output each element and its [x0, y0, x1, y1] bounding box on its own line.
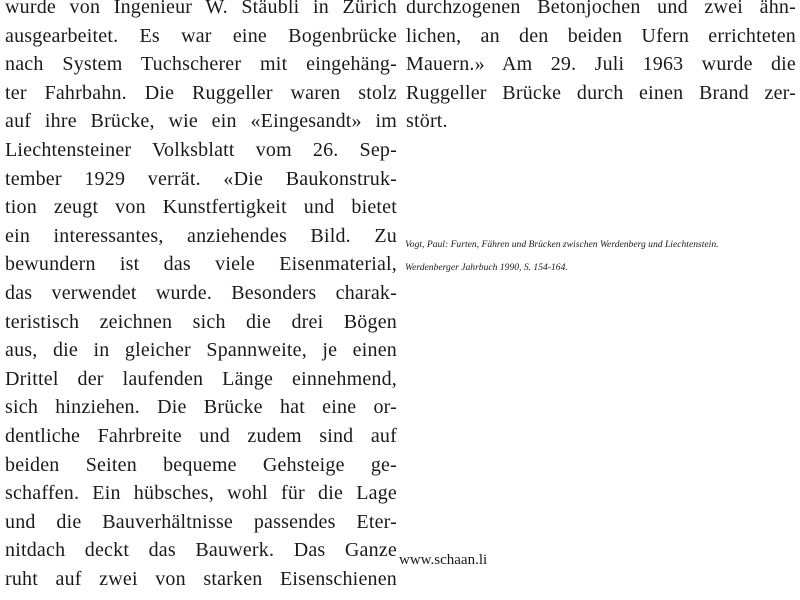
text-line: tion zeugt von Kunstfertigkeit und bietet: [5, 196, 397, 219]
text-line: ter Fahrbahn. Die Ruggeller waren stolz: [5, 81, 397, 104]
text-line: ein interessantes, anziehendes Bild. Zu: [5, 224, 397, 247]
text-line: stört.: [406, 110, 448, 133]
footnote-citation: [405, 233, 800, 279]
text-line: durchzogenen Betonjochen und zwei ähn-: [406, 0, 796, 18]
text-line: auf ihre Brücke, wie ein «Eingesandt» im: [5, 110, 397, 133]
text-line: beiden Seiten bequeme Gehsteige ge-: [5, 453, 397, 476]
text-line: bewundern ist das viele Eisenmaterial,: [5, 253, 397, 276]
text-line: wurde von Ingenieur W. Stäubli in Zürich: [5, 0, 397, 18]
text-line: und die Bauverhältnisse passendes Eter-: [5, 510, 397, 533]
source-watermark: www.schaan.li: [399, 552, 488, 568]
text-line: das verwendet wurde. Besonders charak-: [5, 281, 397, 304]
text-line: dentliche Fahrbreite und zudem sind auf: [5, 424, 397, 447]
right-text-column: [406, 0, 796, 136]
text-line: Ruggeller Brücke durch einen Brand zer-: [406, 81, 796, 104]
text-line: ruht auf zwei von starken Eisenschienen: [5, 567, 397, 590]
text-line: sich hinziehen. Die Brücke hat eine or-: [5, 396, 397, 419]
text-line: aus, die in gleicher Spannweite, je einen: [5, 339, 397, 362]
text-line: nitdach deckt das Bauwerk. Das Ganze: [5, 539, 397, 562]
left-text-column: [5, 0, 397, 593]
footnote-line: Vogt, Paul: Furten, Fähren und Brücken zwischen Werdenberg und Liechtenstein.: [405, 239, 719, 250]
text-line: schaffen. Ein hübsches, wohl für die Lage: [5, 482, 397, 505]
text-line: Drittel der laufenden Länge einnehmend,: [5, 367, 397, 390]
footnote-line: Werdenberger Jahrbuch 1990, S. 154-164.: [405, 262, 568, 273]
text-line: tember 1929 verrät. «Die Baukonstruk-: [5, 167, 397, 190]
text-line: ausgearbeitet. Es war eine Bogenbrücke: [5, 24, 397, 47]
text-line: nach System Tuchscherer mit eingehäng-: [5, 53, 397, 76]
text-line: Liechtensteiner Volksblatt vom 26. Sep-: [5, 138, 397, 161]
text-line: Mauern.» Am 29. Juli 1963 wurde die: [406, 53, 796, 76]
text-line: lichen, an den beiden Ufern errichteten: [406, 24, 796, 47]
text-line: teristisch zeichnen sich die drei Bögen: [5, 310, 397, 333]
